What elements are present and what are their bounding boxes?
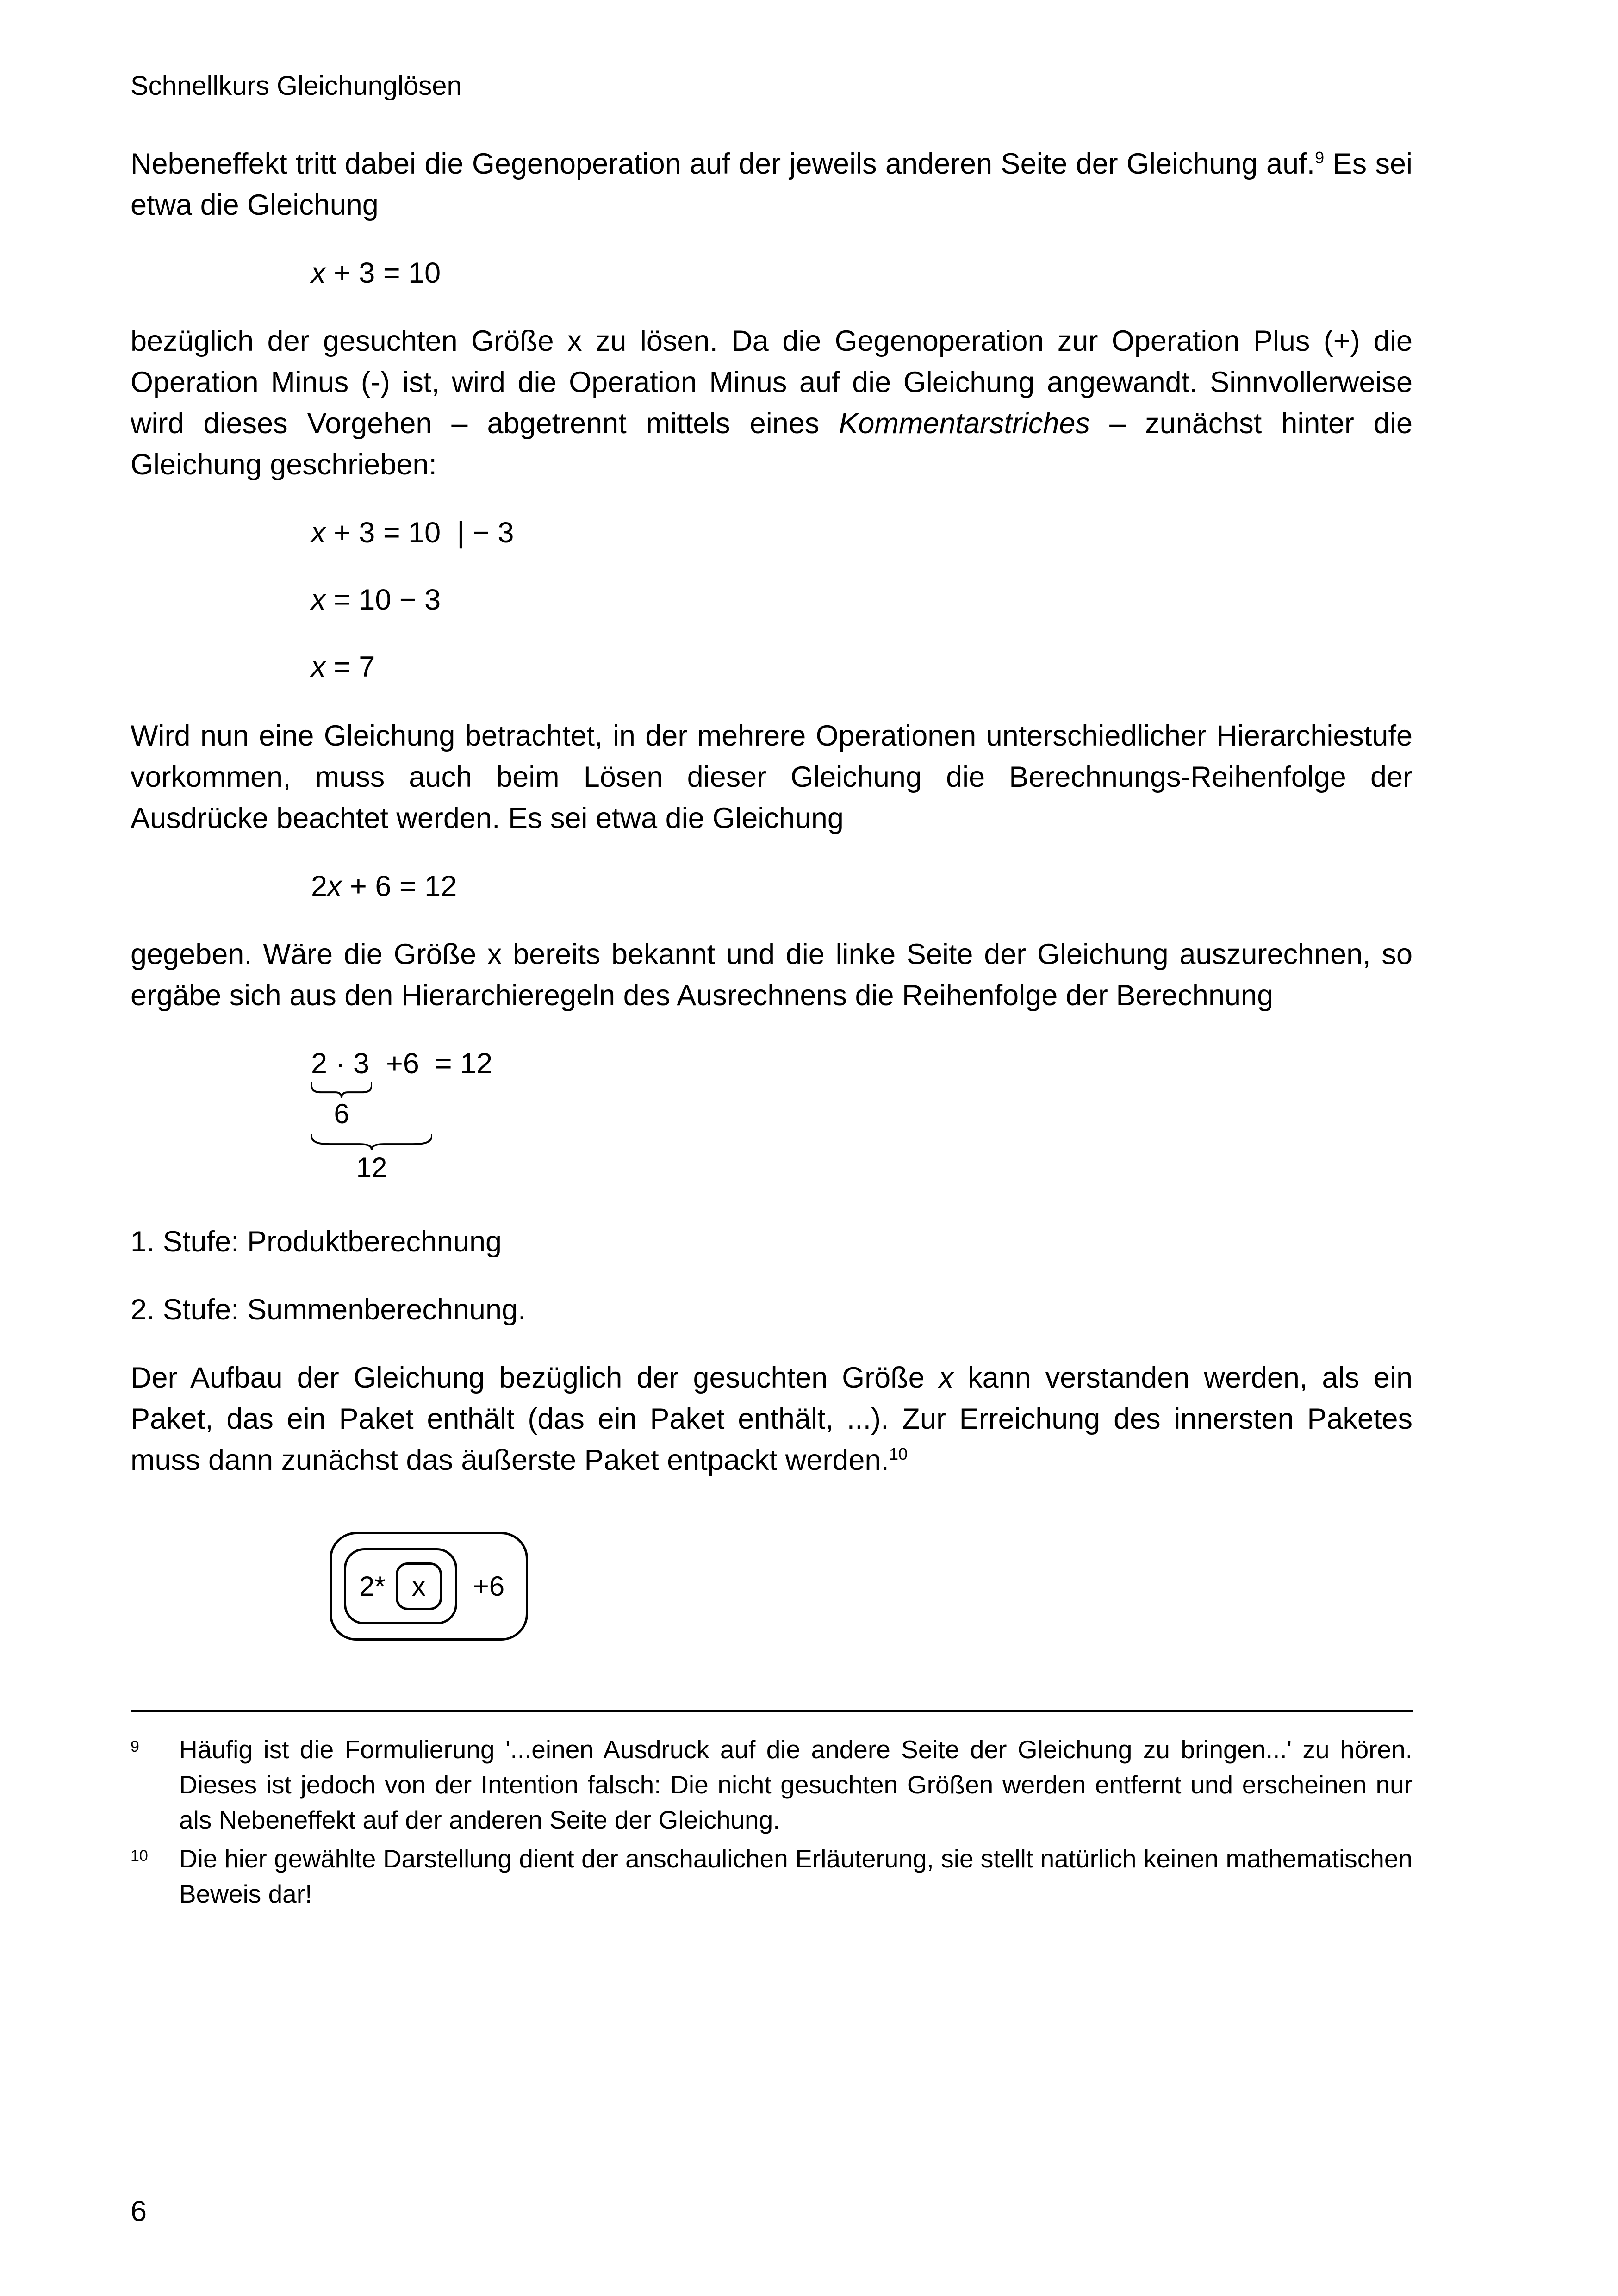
paragraph-text: – zunächst hinter die Gleichung geschrieben:	[131, 407, 1413, 481]
plus-six-term: +6	[386, 1047, 419, 1080]
footnote-separator	[131, 1710, 1413, 1712]
equation-with-underbraces	[311, 1043, 1413, 1198]
page-header: Schnellkurs Gleichunglösen	[131, 71, 462, 101]
equation-step-2	[311, 579, 1413, 621]
footnote-ref-10: 10	[889, 1444, 908, 1463]
paragraph-package-metaphor	[131, 1357, 1413, 1481]
middle-package-box	[344, 1548, 457, 1624]
paragraph-text: Nebeneffekt tritt dabei die Gegenoperation auf der jeweils anderen Seite der Gleichung auf.	[131, 148, 1315, 180]
math-variable: x	[327, 870, 342, 902]
math-variable: x	[311, 516, 326, 549]
footnote-ref-9: 9	[1315, 148, 1325, 167]
product-term: 2 · 3	[311, 1047, 370, 1080]
footnote-number-10: 10	[131, 1847, 148, 1865]
footnote-9	[131, 1732, 1413, 1837]
outer-package-box	[330, 1532, 528, 1641]
math-expression: + 3 = 10	[325, 257, 441, 289]
paragraph-hierarchy: Wird nun eine Gleichung betrachtet, in der mehrere Operationen unterschiedlicher Hierarchiestufe vorkommen, muss auch beim Lösen dieser Gleichung die Berechnungs-Reihenfolge der Ausdrücke beachtet werden. Es sei etwa die Gleichung	[131, 720, 1413, 834]
equals-twelve-term: = 12	[435, 1047, 493, 1080]
inner-package-box	[396, 1562, 442, 1610]
list-item-stage-1: 1. Stufe: Produktberechnung	[131, 1226, 502, 1258]
paragraph-text: Der Aufbau der Gleichung bezüglich der gesuchten Größe	[131, 1362, 939, 1394]
footnote-text: Häufig ist die Formulierung '...einen Ausdruck auf die andere Seite der Gleichung zu bringen...' zu hören. Dieses ist jedoch von der Intention falsch: Die nicht gesuchten Größen werden entfernt und erscheinen nur als Nebeneffekt auf der anderen Seite der Gleichung.	[179, 1735, 1413, 1834]
footnote-number-9: 9	[131, 1738, 139, 1755]
math-variable: x	[311, 257, 326, 289]
package-diagram	[330, 1532, 1413, 1641]
intermediate-result-sum: 12	[356, 1152, 387, 1183]
footnote-text: Die hier gewählte Darstellung dient der anschaulichen Erläuterung, sie stellt natürlich keinen mathematischen Beweis dar!	[179, 1844, 1413, 1908]
math-expression: = 7	[325, 651, 375, 683]
equation-step-1	[311, 512, 1413, 554]
inner-variable-label: x	[411, 1571, 426, 1602]
equation-2x-plus-6	[311, 866, 1413, 907]
footnote-10	[131, 1841, 1413, 1911]
math-variable: x	[311, 651, 326, 683]
underbrace-sum-icon	[311, 1134, 432, 1150]
equation-step-3	[311, 647, 1413, 688]
paragraph-text: bezüglich der gesuchten Größe x zu lösen. Da die Gegenoperation zur Operation Plus (+) die Operation Minus (-) ist, wird die Operation Minus auf die Gleichung angewandt. Sinnvollerweise wird dieses Vorgehen – abgetrennt mittels eines	[131, 325, 1413, 440]
math-expression: + 6 = 12	[342, 870, 457, 902]
paragraph-order-of-operations: gegeben. Wäre die Größe x bereits bekannt und die linke Seite der Gleichung auszurechnen, so ergäbe sich aus den Hierarchieregeln des Ausrechnens die Reihenfolge der Berechnung	[131, 938, 1413, 1012]
intermediate-result-product: 6	[334, 1098, 349, 1129]
paragraph-side-effect	[131, 143, 1413, 226]
math-expression: = 10 − 3	[325, 584, 441, 616]
emphasized-term: Kommentarstriches	[839, 407, 1090, 440]
equation-solving-steps	[131, 512, 1413, 688]
list-item-stage-2: 2. Stufe: Summenberechnung.	[131, 1294, 526, 1326]
paragraph-counter-operation	[131, 321, 1413, 485]
math-variable-inline: x	[939, 1362, 954, 1394]
equation-x-plus-3	[311, 253, 1413, 294]
plus-operator-label: +6	[473, 1571, 505, 1602]
underbrace-product-icon	[311, 1082, 372, 1098]
math-coefficient: 2	[311, 870, 328, 902]
paragraph-text: kann verstanden werden, als ein Paket, das ein Paket enthält (das ein Paket enthält, ...). Zur Erreichung des innersten Paketes muss dann zunächst das äußerste Paket entpackt werden.	[131, 1362, 1413, 1476]
math-expression: + 3 = 10 | − 3	[325, 516, 514, 549]
paragraph-text: Es sei etwa die Gleichung	[131, 148, 1413, 221]
multiply-operator-label: 2*	[359, 1571, 386, 1602]
math-variable: x	[311, 584, 326, 616]
page-number: 6	[131, 2195, 147, 2228]
